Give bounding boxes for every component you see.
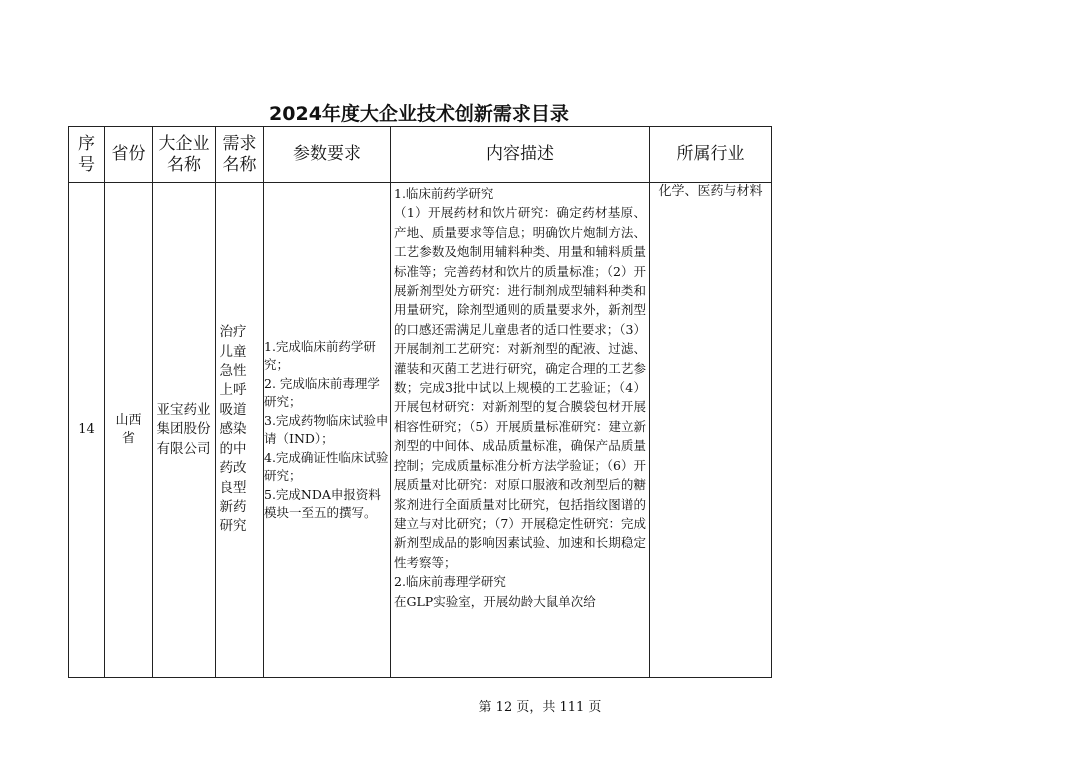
cell-content (391, 183, 650, 678)
content-description: 1.临床前药学研究 （1）开展药材和饮片研究：确定药材基原、产地、质量要求等信息；明确饮片炮制方法、工艺参数及炮制用辅料种类、用量和辅料质量标准等；完善药材和饮片的质量标准；（2）开展新剂型处方研究：进行制剂成型辅料种类和用量研究，除剂型通则的质量要求外，新剂型的口感还需满足儿童患者的适口性要求；（3）开展制剂工艺研究：对新剂型的配液、过滤、灌装和灭菌工艺进行研究，确定合理的工艺参数；完成3批中试以上规模的工艺验证；（4）开展包材研究：对新剂型的复合膜袋包材开展相容性研究；（5）开展质量标准研究：建立新剂型的中间体、成品质量标准，确保产品质量控制；完成质量标准分析方法学验证；（6）开展质量对比研究：对原口服液和改剂型后的糖浆剂进行全面质量对比研究，包括指纹图谱的建立与对比研究；（7）开展稳定性研究：完成新剂型成品的影响因素试验、加速和长期稳定性考察等； 2.临床前毒理学研究 在GLP实验室，开展幼龄大鼠单次给 (394, 186, 646, 609)
header-industry: 所属行业 (650, 127, 772, 183)
header-province: 省份 (105, 127, 153, 183)
cell-enterprise: 亚宝药业集团股份有限公司 (153, 183, 216, 678)
header-seq: 序号 (69, 127, 105, 183)
table-header-row (69, 127, 772, 183)
table-row (69, 183, 772, 678)
page-footer: 第 12 页，共 111 页 (478, 700, 602, 715)
header-demand: 需求名称 (216, 127, 264, 183)
document-title: 2024年度大企业技术创新需求目录 (269, 103, 569, 125)
header-content: 内容描述 (391, 127, 650, 183)
cell-industry: 化学、医药与材料 (650, 183, 772, 678)
cell-province: 山西省 (105, 183, 153, 678)
cell-seq: 14 (69, 183, 105, 678)
header-params: 参数要求 (264, 127, 391, 183)
cell-params: 1.完成临床前药学研究； 2. 完成临床前毒理学研究； 3.完成药物临床试验申请（IND）； 4.完成确证性临床试验研究； 5.完成NDA申报资料模块一至五的撰写。 (264, 183, 391, 678)
header-enterprise: 大企业名称 (153, 127, 216, 183)
demand-table (68, 126, 772, 678)
cell-demand-name: 治疗儿童急性上呼吸道感染的中药改良型新药研究 (216, 183, 264, 678)
